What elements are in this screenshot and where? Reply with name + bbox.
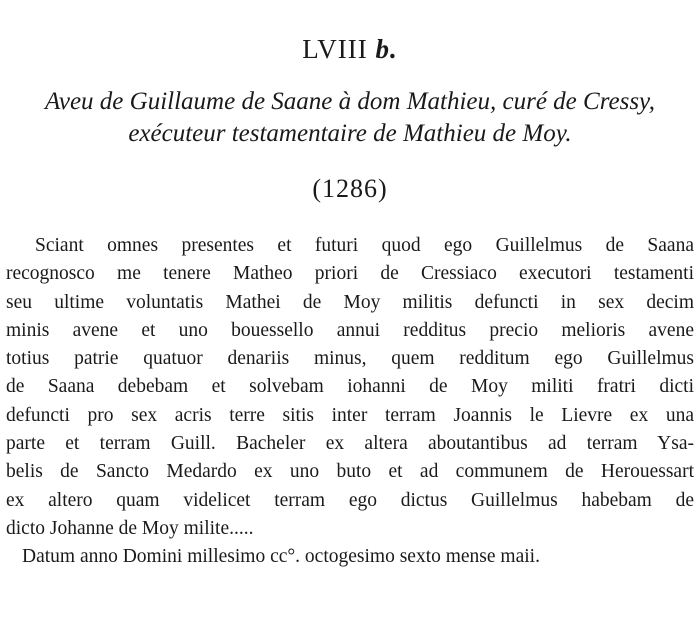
body-line: seu ultime voluntatis Mathei de Moy militis defuncti in sex decim	[6, 291, 694, 313]
body-line: recognosco me tenere Matheo priori de Cressiaco executori testamenti	[6, 263, 694, 285]
charter-number-roman: LVIII	[302, 34, 368, 64]
charter-title-line: Aveu de Guillaume de Saane à dom Mathieu, curé de Cressy,	[44, 88, 656, 115]
body-line: ex altero quam videlicet terram ego dictus Guillelmus habebam de	[6, 489, 694, 511]
body-line: defuncti pro sex acris terre sitis inter terram Joannis le Lievre ex una	[6, 404, 694, 426]
body-line: Sciant omnes presentes et futuri quod ego Guillelmus de Saana	[35, 235, 694, 256]
charter-title	[0, 86, 700, 150]
body-line: dicto Johanne de Moy milite.....	[6, 517, 254, 539]
body-line: belis de Sancto Medardo ex uno buto et ad communem de Herouessart	[6, 461, 694, 483]
charter-body	[6, 232, 694, 572]
body-line: minis avene et uno bouessello annui redditus precio melioris avene	[6, 319, 694, 341]
body-line: totius patrie quatuor denariis minus, quem redditum ego Guillelmus	[6, 348, 694, 370]
charter-number-suffix: b.	[375, 34, 398, 64]
charter-title-line: exécuteur testamentaire de Mathieu de Moy.	[128, 120, 572, 147]
body-line: de Saana debebam et solvebam iohanni de Moy militi fratri dicti	[6, 376, 694, 398]
dating-clause: Datum anno Domini millesimo cc°. octogesimo sexto mense maii.	[22, 546, 540, 568]
body-line: parte et terram Guill. Bacheler ex altera aboutantibus ad terram Ysa-	[6, 433, 694, 455]
charter-number	[0, 34, 700, 65]
charter-date: (1286)	[312, 174, 388, 203]
